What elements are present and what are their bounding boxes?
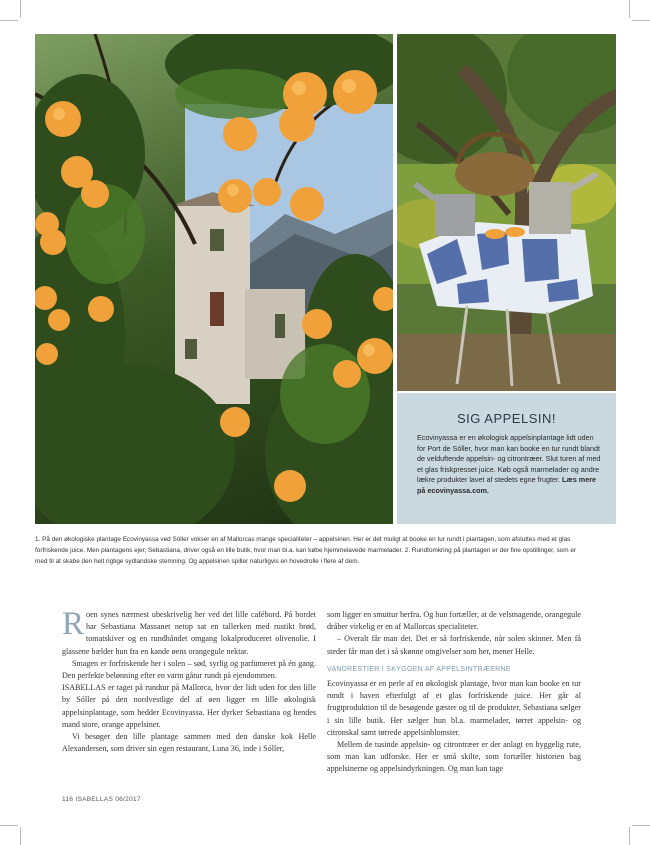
article-paragraph: Ecovinyassa er en perle af en økologisk plantage, hvor man kan booke en tur rundt i haven efterfulgt af et glas forfriskende juice. Her går al frugtproduktion til de besøgende gæster og til de produkter, Sebastiana sælger i sin lille butik. Her sælger hun bl.a. marmelader, tørret appelsin- og citronskal samt tørrede appelsinblomster. bbox=[327, 679, 581, 737]
article-column-right bbox=[327, 609, 581, 776]
article-paragraph bbox=[62, 606, 316, 658]
info-link[interactable]: Læs mere på ecovinyassa.com. bbox=[417, 475, 596, 495]
crop-mark bbox=[629, 827, 630, 845]
info-text bbox=[417, 433, 603, 497]
table-illustration bbox=[397, 34, 616, 391]
article-paragraph: – Overalt får man det. Det er så forfriskende, når solen skinner. Men få steder får man det i så skønne omgivelser som her, mener Helle. bbox=[327, 634, 581, 656]
crop-mark bbox=[0, 825, 18, 826]
article-paragraph: Vi besøger den lille plantage sammen med den danske kok Helle Alexandersen, som driver sin egen restaurant, Luna 36, inde i Sóller, bbox=[62, 732, 316, 754]
crop-mark bbox=[0, 20, 18, 21]
table-arrangement-photo bbox=[397, 34, 616, 391]
drop-cap: R bbox=[62, 606, 85, 642]
orange-tree-photo bbox=[35, 34, 393, 524]
crop-mark bbox=[632, 20, 650, 21]
article-column-left bbox=[62, 606, 316, 755]
crop-mark bbox=[629, 0, 630, 18]
crop-mark bbox=[20, 0, 21, 18]
article-paragraph-text: oen synes nærmest ubeskrivelig her ved det lille cafébord. På bordet har Sebastiana Massanet netop sat en tallerken med rustikt brød, tomatskiver og en rundhåndet omgang lokalproduceret olivenolie. I glassene hælder hun fra en kande øens orangegule nektar. bbox=[62, 610, 316, 656]
article-subheading: VANDRESTIER I SKYGGEN AF APPELSINTRÆERNE bbox=[327, 665, 511, 673]
info-title: SIG APPELSIN! bbox=[457, 411, 556, 426]
article-paragraph: ISABELLAS er taget på rundtur på Mallorca, hvor der lidt uden for den lille by Sóller på den nordvestlige del af øen ligger en lille økologisk appelsinplantage, som hedder Ecovinyassa. Her dyrker Sebastiana og hendes mand store, orange appelsiner. bbox=[62, 683, 316, 729]
photo-caption: 1. På den økologiske plantage Ecovinyassa ved Sóller vokser en af Mallorcas mange specialiteter – appelsinen. Her er det muligt at booke en tur rundt i plantagen, som afsluttes med et glas forfriskende juice. Men plantagens ejer, Sebastiana, driver også en lille butik, hvor man bl.a. kan købe hjemmelavede marmelader. 2. Rundtomkring på plantagen er der fine opstillinger, som er med til at skabe den helt rigtige sydlandske stemning. Og appelsinen spiller naturligvis en hovedrolle i flere af dem. bbox=[35, 536, 577, 565]
orange-tree-illustration bbox=[35, 34, 393, 524]
info-body: Ecovinyassa er en økologisk appelsinplantage lidt uden for Port de Sóller, hvor man kan booke en tur rundt blandt de velduftende appelsin- og citrontræer. Slut turen af med et glas friskpresset juice. Køb også marmelader og andre lækre produkter lavet af stedets egne frugter. bbox=[417, 433, 601, 485]
info-box bbox=[397, 393, 616, 524]
crop-mark bbox=[632, 825, 650, 826]
article-paragraph: Smagen er forfriskende her i solen – sød, syrlig og parfumeret på én gang. Den perfekte belønning efter en varm gåtur rundt på ejendommen. bbox=[62, 658, 316, 681]
crop-mark bbox=[20, 827, 21, 845]
page-footer: 116 ISABELLAS 06/2017 bbox=[62, 796, 141, 803]
article-paragraph: Mellem de tusinde appelsin- og citrontræer er der anlagt en hyggelig rute, som man kan udforske. Her er små skilte, som fortæller historien bag appelsinerne og appelsindyrkningen. Og man kan tage bbox=[327, 740, 581, 774]
article-paragraph: som ligger en smuttur herfra. Og hun fortæller, at de velsmagende, orangegule dråber virkelig er en af Mallorcas specialiteter. bbox=[327, 610, 581, 632]
